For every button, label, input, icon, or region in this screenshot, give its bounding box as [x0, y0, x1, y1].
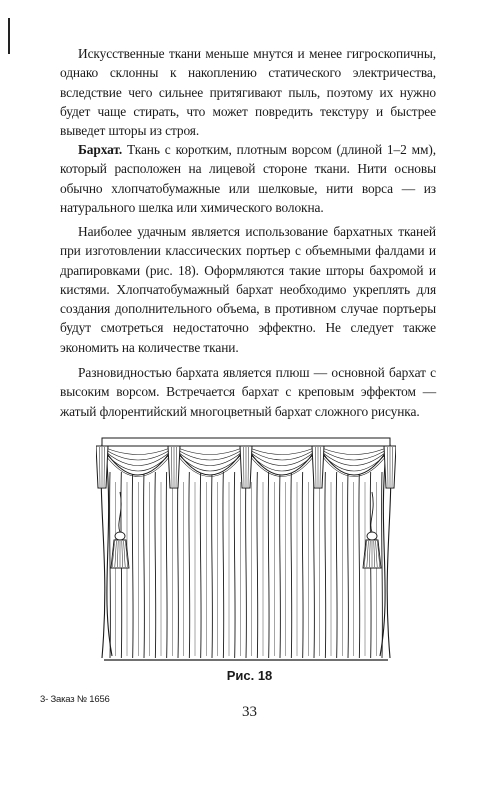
pelmet-board: [102, 438, 390, 446]
curtain-pelmet: [96, 438, 396, 488]
paragraph-synthetic-fabrics: [60, 44, 436, 140]
pleat-line: [314, 472, 315, 658]
pleat-line: [291, 472, 292, 658]
pleat-line: [166, 472, 167, 658]
side-drape: [106, 452, 112, 656]
pleat-line: [280, 472, 281, 658]
figure-caption: Рис. 18: [226, 668, 273, 683]
pleat-line: [110, 472, 111, 658]
paragraph-text: Разновидностью бархата является плюш — основной бархат с высоким ворсом. Встречается бархат с креповым эффектом — жатый флорентийский многоцветный бархат сложного рисунка.: [60, 365, 436, 419]
pleat-line: [223, 472, 224, 658]
curtain-illustration: [96, 432, 396, 664]
pleat-line: [325, 472, 326, 658]
side-drape: [380, 452, 386, 656]
pleat-line: [132, 472, 133, 658]
pleat-line: [268, 472, 269, 658]
pleat-line: [359, 472, 360, 658]
pleat-line: [178, 472, 179, 658]
pleat-line: [246, 472, 247, 658]
paragraph-text: Наиболее удачным является использование бархатных тканей при изготовлении классических портьер с объемными фалдами и драпировками (рис. 18). Оформляются такие шторы бахромой и кистями. Хлопчатобумажный бархат необходимо укреплять для создания дополнительного объема, в противном случае портьеры будут смотреться недостаточно эффектно. Не следует также экономить на количестве ткани.: [60, 224, 436, 355]
page-edge-mark: [8, 18, 10, 54]
order-note: 3- Заказ № 1656: [40, 694, 110, 705]
pleat-line: [302, 472, 303, 658]
paragraph-velvet: [60, 140, 436, 217]
tassel-cord: [371, 492, 373, 532]
pleat-line: [212, 472, 213, 658]
pleat-line: [155, 472, 156, 658]
paragraph-text: Ткань с коротким, плотным ворсом (длиной 1–2 мм), который расположен на лицевой стороне ткани. Нити основы обычно хлопчатобумажные или шелковые, нити ворса — из натурального шелка или химического волокна.: [60, 142, 436, 215]
pleat-line: [382, 472, 383, 658]
paragraph-plush: [60, 363, 436, 421]
paragraph-velvet-usage: [60, 222, 436, 357]
pleat-line: [348, 472, 349, 658]
pleat-line: [257, 472, 258, 658]
paragraph-text: Искусственные ткани меньше мнутся и менее гигроскопичны, однако склонны к накоплению статического электричества, вследствие чего сильнее притягивают пыль, поэтому их нужно будет чаще стирать, что может повредить текстуру и быстрее выведет шторы из строя.: [60, 46, 436, 139]
page-number: 33: [242, 704, 257, 720]
pleat-line: [144, 472, 145, 658]
pleat-line: [336, 472, 337, 658]
paragraph-lead: Бархат.: [78, 142, 123, 157]
tassel-knob: [115, 532, 125, 540]
pleat-line: [200, 472, 201, 658]
tassel-right: [363, 492, 381, 568]
pleat-line: [189, 472, 190, 658]
tassel-left: [111, 492, 129, 568]
tassel-knob: [367, 532, 377, 540]
pleat-line: [234, 472, 235, 658]
